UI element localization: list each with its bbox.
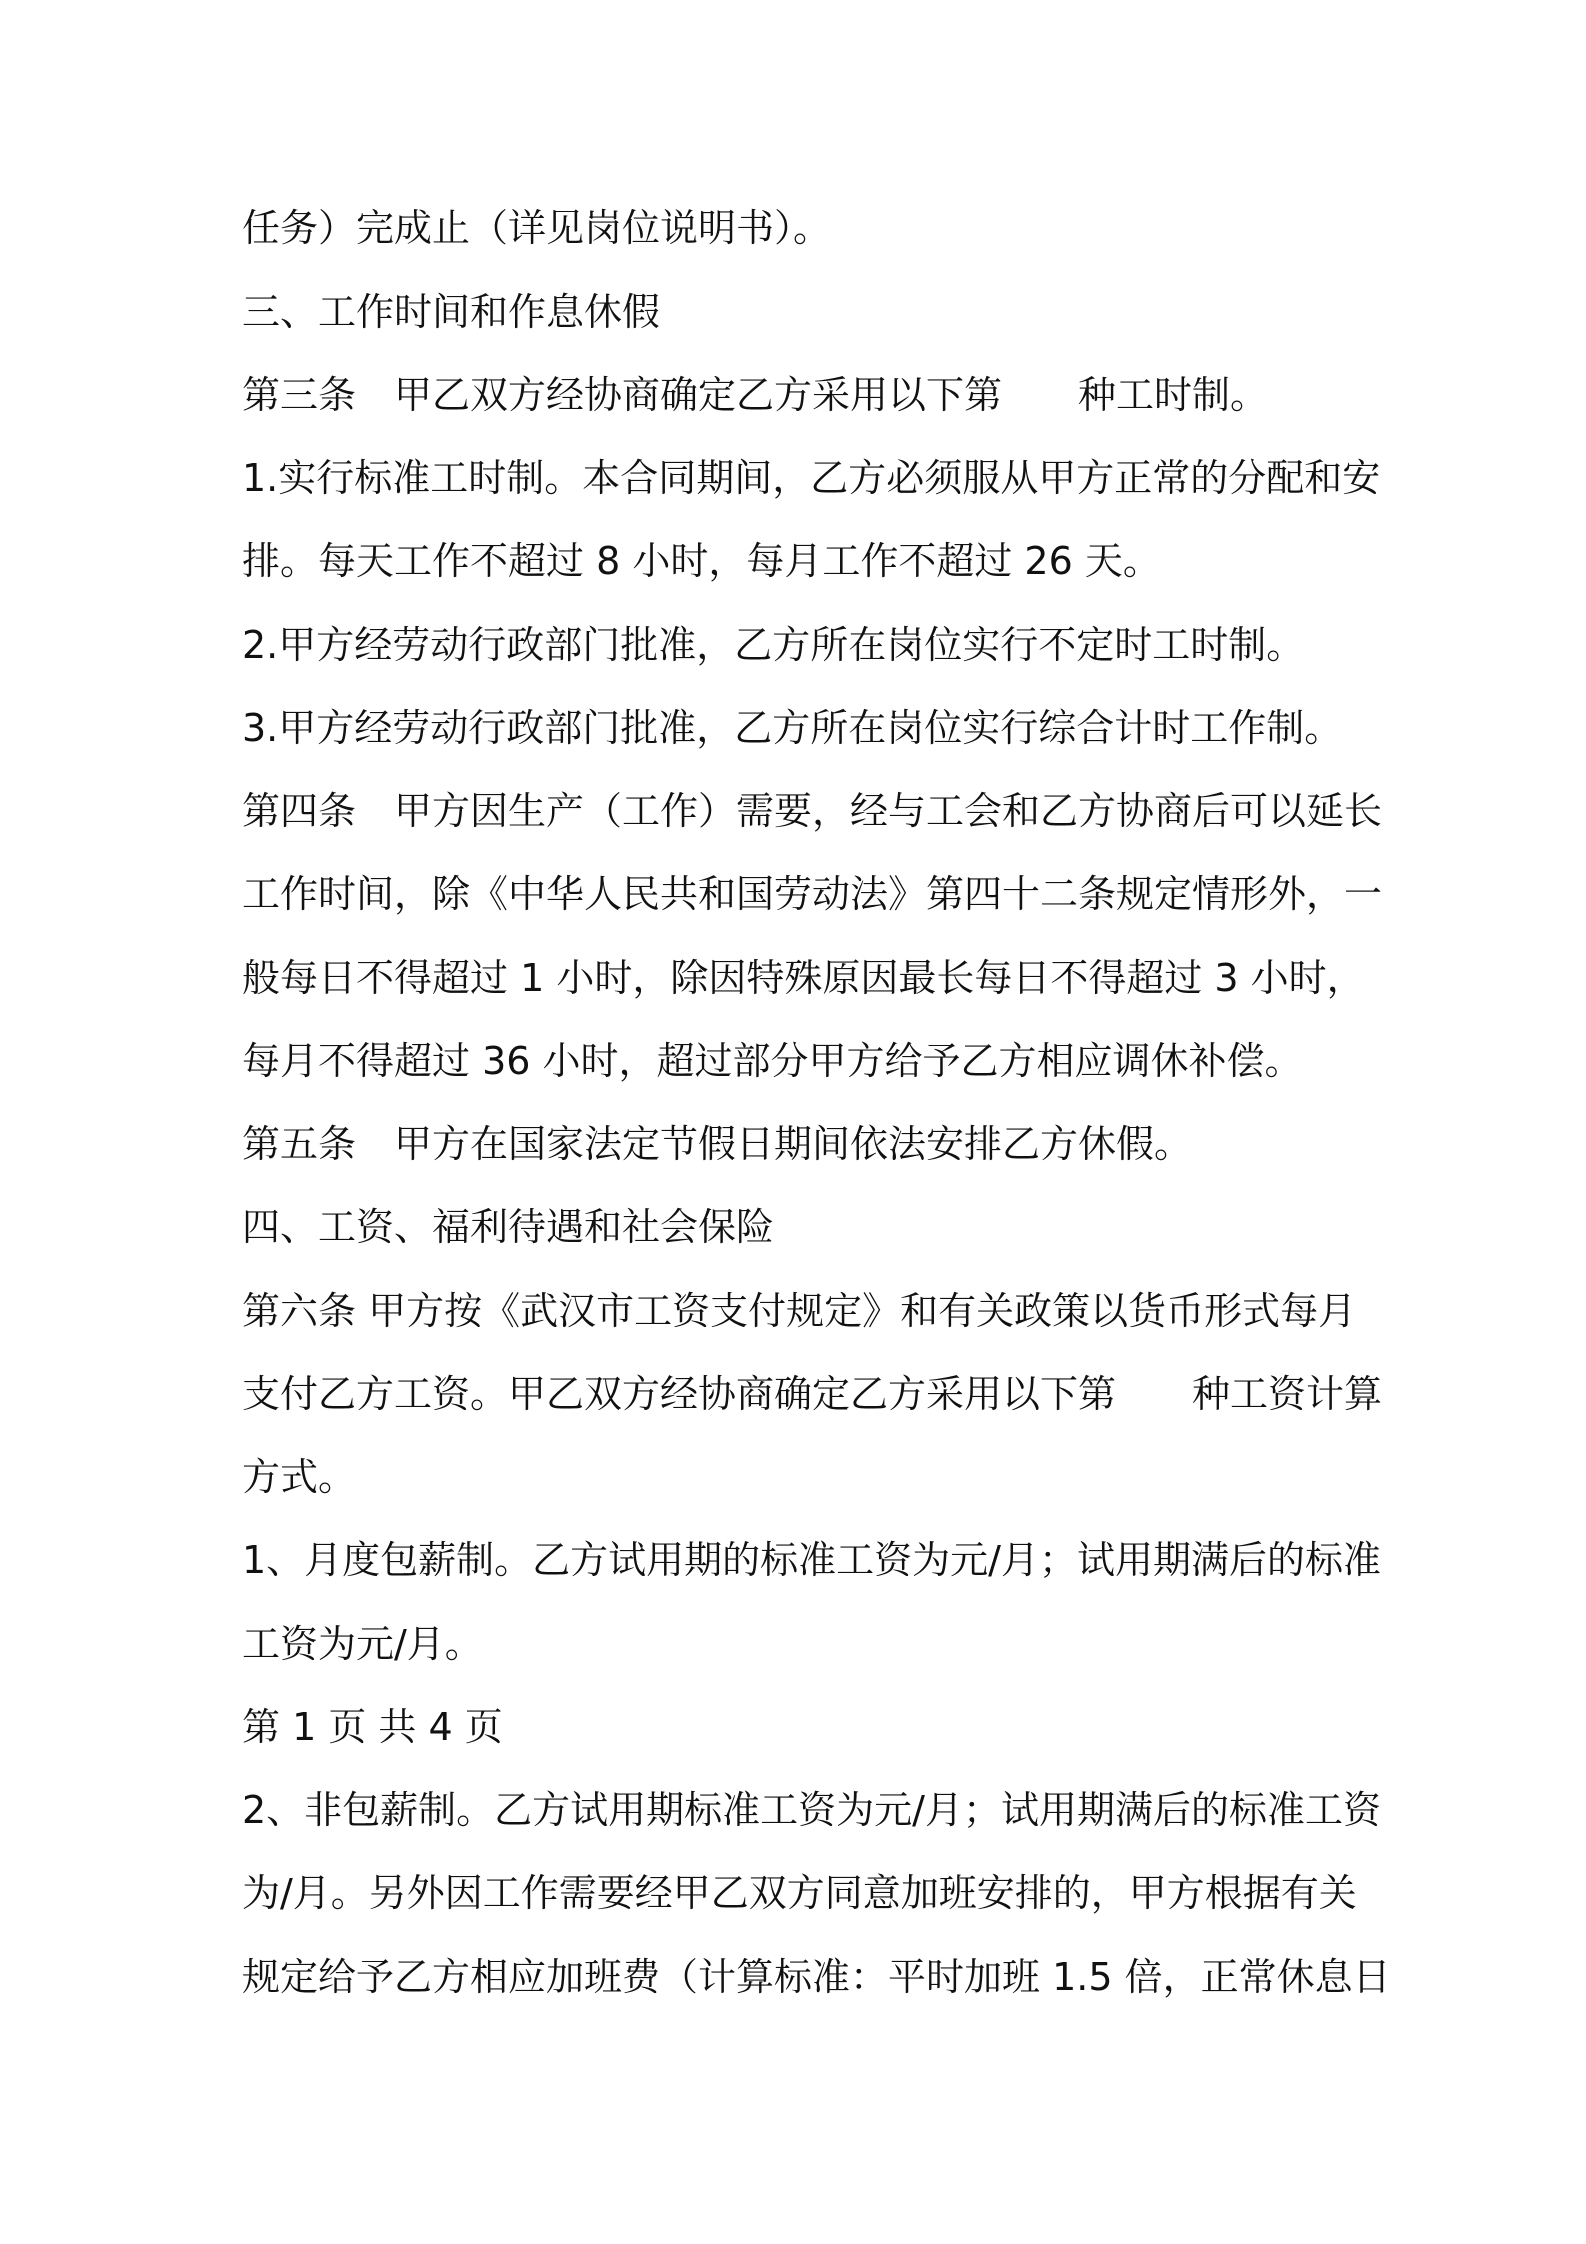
text-line: 第四条 甲方因生产（工作）需要，经与工会和乙方协商后可以延长 (242, 789, 1383, 833)
text-line: 2.甲方经劳动行政部门批准，乙方所在岗位实行不定时工时制。 (242, 623, 1305, 667)
section-heading: 三、工作时间和作息休假 (242, 290, 661, 334)
text-line: 工作时间，除《中华人民共和国劳动法》第四十二条规定情形外，一 (242, 872, 1383, 916)
section-heading: 四、工资、福利待遇和社会保险 (242, 1205, 775, 1249)
text-line: 3.甲方经劳动行政部门批准，乙方所在岗位实行综合计时工作制。 (242, 706, 1343, 750)
text-line: 每月不得超过 36 小时，超过部分甲方给予乙方相应调休补偿。 (242, 1039, 1303, 1083)
text-line: 1.实行标准工时制。本合同期间，乙方必须服从甲方正常的分配和安 (242, 456, 1381, 500)
page-number: 第 1 页 共 4 页 (242, 1705, 503, 1749)
text-line: 方式。 (242, 1455, 357, 1499)
text-line: 规定给予乙方相应加班费（计算标准：平时加班 1.5 倍，正常休息日 (242, 1955, 1391, 1999)
text-line: 为/月。另外因工作需要经甲乙双方同意加班安排的，甲方根据有关 (242, 1871, 1357, 1915)
text-line: 2、非包薪制。乙方试用期标准工资为元/月；试用期满后的标准工资 (242, 1788, 1381, 1832)
text-line: 第三条 甲乙双方经协商确定乙方采用以下第 种工时制。 (242, 373, 1269, 417)
text-line: 1、月度包薪制。乙方试用期的标准工资为元/月；试用期满后的标准 (242, 1538, 1381, 1582)
text-line: 排。每天工作不超过 8 小时，每月工作不超过 26 天。 (242, 539, 1161, 583)
text-line: 任务）完成止（详见岗位说明书）。 (242, 206, 832, 250)
text-line: 第五条 甲方在国家法定节假日期间依法安排乙方休假。 (242, 1122, 1193, 1166)
text-line: 工资为元/月。 (242, 1622, 483, 1666)
text-line: 支付乙方工资。甲乙双方经协商确定乙方采用以下第 种工资计算 (242, 1372, 1383, 1416)
text-line: 般每日不得超过 1 小时，除因特殊原因最长每日不得超过 3 小时， (242, 956, 1365, 1000)
text-line: 第六条 甲方按《武汉市工资支付规定》和有关政策以货币形式每月 (242, 1289, 1357, 1333)
